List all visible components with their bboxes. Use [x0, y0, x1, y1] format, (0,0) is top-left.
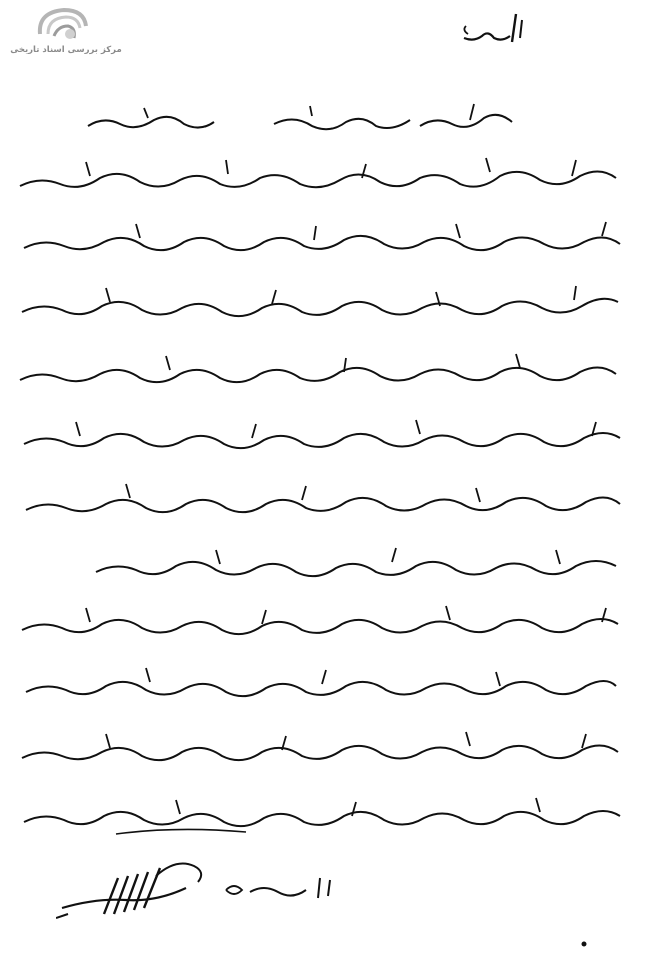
document-heading: [458, 8, 538, 50]
handwritten-line-10: [16, 660, 624, 714]
signature: [56, 848, 216, 920]
handwritten-line-9: [16, 598, 624, 652]
handwritten-line-5: [16, 346, 624, 400]
handwritten-line-7: [16, 476, 624, 530]
handwritten-line-1: [84, 98, 518, 140]
document-date: [220, 870, 350, 908]
handwritten-line-11: [16, 724, 624, 778]
handwritten-line-6: [16, 412, 624, 466]
handwritten-line-2: [16, 150, 624, 204]
handwritten-line-8: [16, 540, 624, 594]
handwritten-line-12: [16, 790, 624, 844]
archive-logo: [30, 4, 90, 50]
stray-mark: [578, 938, 590, 950]
handwritten-line-4: [16, 280, 624, 334]
handwritten-line-3: [16, 214, 624, 268]
archive-watermark-text: مرکز بررسی اسناد تاریخی: [10, 45, 122, 55]
